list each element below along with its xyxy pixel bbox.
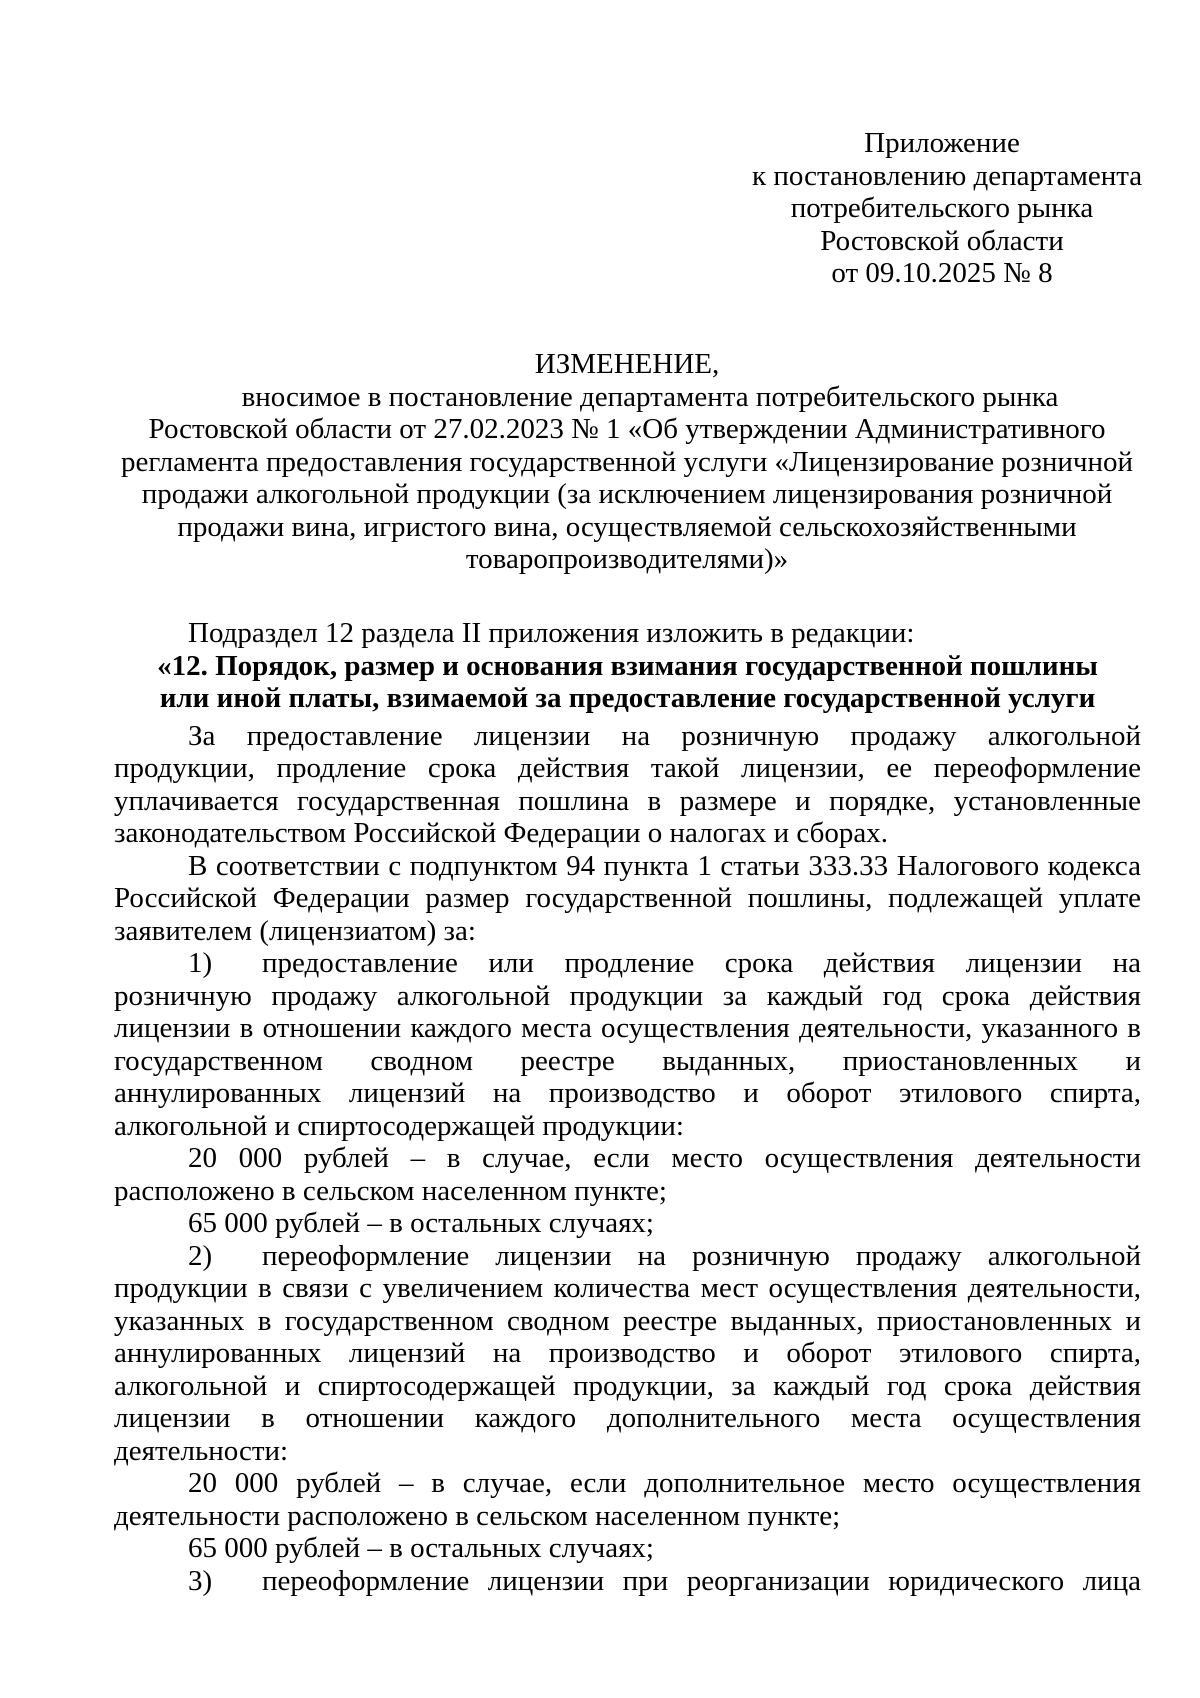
section-title-line: или иной платы, взимаемой за предоставление государственной услуги	[159, 682, 1096, 714]
fee-line: 65 000 рублей – в остальных случаях;	[188, 1532, 654, 1564]
list-item	[114, 1565, 1141, 1598]
intro-paragraph: Подраздел 12 раздела II приложения изложить в редакции:	[188, 617, 915, 649]
list-item-number: 3)	[188, 1564, 213, 1597]
title-line: продажи алкогольной продукции (за исключением лицензирования розничной	[141, 478, 1113, 510]
document-body	[114, 617, 1141, 1597]
title-heading: ИЗМЕНЕНИЕ,	[534, 348, 720, 380]
document-title	[112, 348, 1142, 576]
paragraph: В соответствии с подпунктом 94 пункта 1 статьи 333.33 Налогового кодекса Российской Федерации размер государственной пошлины, подлежащей уплате заявителем (лицензиатом) за:	[114, 849, 1141, 947]
title-line: Ростовской области от 27.02.2023 № 1 «Об утверждении Административного	[148, 413, 1106, 445]
list-item-number: 1)	[188, 947, 213, 979]
appendix-line: Приложение	[864, 127, 1020, 159]
title-line: товаропроизводителями)»	[465, 543, 789, 575]
appendix-line: Ростовской области	[820, 224, 1064, 257]
list-item-number: 2)	[188, 1239, 213, 1272]
appendix-header	[752, 127, 1143, 290]
list-item	[114, 1240, 1141, 1468]
list-item-text: предоставление или продление срока действия лицензии на розничную продажу алкогольной продукции за каждый год срока действия лицензии в отношении каждого места осуществления деятельности, указанного в государственном сводном реестре выданных, приостановленных и аннулированных лицензий на производство и оборот этилового спирта, алкогольной и спиртосодержащей продукции:	[114, 947, 1141, 1142]
appendix-line: от 09.10.2025 № 8	[831, 257, 1053, 289]
list-item	[114, 947, 1141, 1142]
fee-line: 20 000 рублей – в случае, если место осуществления деятельности расположено в сельском населенном пункте;	[114, 1142, 1141, 1207]
appendix-line: потребительского рынка	[790, 192, 1094, 224]
fee-line: 20 000 рублей – в случае, если дополнительное место осуществления деятельности расположено в сельском населенном пункте;	[114, 1467, 1141, 1532]
title-line: регламента предоставления государственной услуги «Лицензирование розничной	[120, 445, 1134, 478]
section-title-line: «12. Порядок, размер и основания взимания государственной пошлины	[157, 649, 1098, 682]
list-item-text: переоформление лицензии на розничную продажу алкогольной продукции в связи с увеличением количества мест осуществления деятельности, указанных в государственном сводном реестре выданных, приостановленных и аннулированных лицензий на производство и оборот этилового спирта, алкогольной и спиртосодержащей продукции, за каждый год срока действия лицензии в отношении каждого дополнительного места осуществления деятельности:	[114, 1239, 1141, 1467]
list-item-text: переоформление лицензии при реорганизации юридического лица	[262, 1564, 1141, 1597]
paragraph: За предоставление лицензии на розничную продажу алкогольной продукции, продление срока действия такой лицензии, ее переоформление уплачивается государственная пошлина в размере и порядке, установленные законодательством Российской Федерации о налогах и сборах.	[114, 719, 1141, 849]
title-line: продажи вина, игристого вина, осуществляемой сельскохозяйственными	[177, 510, 1077, 543]
title-line: вносимое в постановление департамента потребительского рынка	[241, 380, 1059, 413]
fee-line: 65 000 рублей – в остальных случаях;	[188, 1207, 654, 1239]
appendix-line: к постановлению департамента	[752, 159, 1143, 192]
